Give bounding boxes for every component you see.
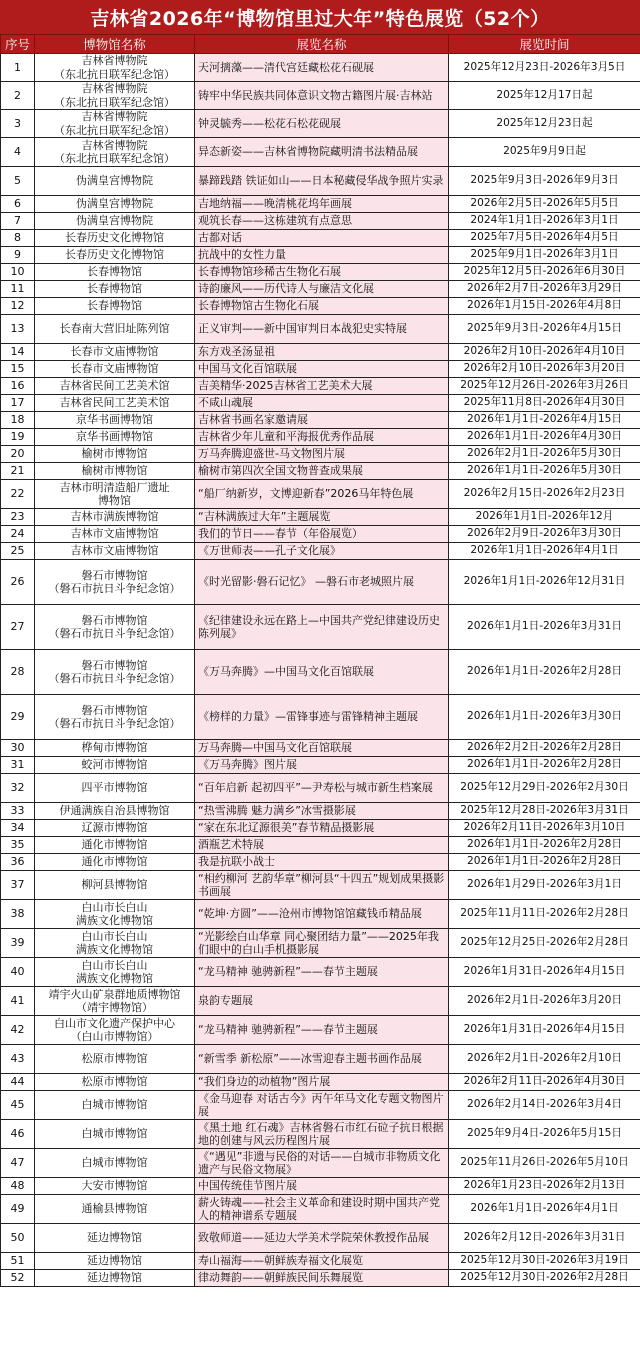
row-number: 49 (1, 1195, 35, 1224)
row-number: 45 (1, 1091, 35, 1120)
museum-name: 通化市博物馆 (35, 837, 195, 854)
museum-name: 吉林省博物院 （东北抗日联军纪念馆） (35, 138, 195, 167)
exhibit-name: 吉美精华·2025吉林省工艺美术大展 (195, 378, 449, 395)
table-row (1, 378, 640, 395)
exhibit-name: 东方戏圣汤显祖 (195, 344, 449, 361)
row-number: 36 (1, 854, 35, 871)
table-row (1, 1253, 640, 1270)
museum-name: 白城市博物馆 (35, 1120, 195, 1149)
table-row (1, 344, 640, 361)
table-row (1, 1270, 640, 1287)
header-time: 展览时间 (449, 35, 640, 54)
exhibit-time: 2025年11月8日-2026年4月30日 (449, 395, 640, 412)
row-number: 42 (1, 1016, 35, 1045)
museum-name: 吉林省民间工艺美术馆 (35, 378, 195, 395)
table-row (1, 900, 640, 929)
table-row (1, 213, 640, 230)
exhibit-time: 2026年1月1日-2026年2月28日 (449, 854, 640, 871)
exhibit-name: 《黑土地 红石魂》吉林省磐石市红石砬子抗日根据地的创建与风云历程图片展 (195, 1120, 449, 1149)
row-number: 25 (1, 543, 35, 560)
museum-name: 白山市长白山 满族文化博物馆 (35, 929, 195, 958)
row-number: 5 (1, 167, 35, 196)
exhibit-time: 2026年2月5日-2026年5月5日 (449, 196, 640, 213)
header-exhibit: 展览名称 (195, 35, 449, 54)
table-row (1, 1074, 640, 1091)
row-number: 34 (1, 820, 35, 837)
row-number: 43 (1, 1045, 35, 1074)
table-row (1, 1091, 640, 1120)
table-row (1, 543, 640, 560)
exhibit-name: 寿山福海——朝鲜族寿福文化展览 (195, 1253, 449, 1270)
museum-name: 磐石市博物馆 （磐石市抗日斗争纪念馆） (35, 695, 195, 740)
museum-name: 松原市博物馆 (35, 1045, 195, 1074)
exhibit-time: 2026年1月31日-2026年4月15日 (449, 958, 640, 987)
museum-name: 白山市长白山 满族文化博物馆 (35, 958, 195, 987)
row-number: 39 (1, 929, 35, 958)
exhibit-name: 抗战中的女性力量 (195, 247, 449, 264)
museum-name: 靖宇火山矿泉群地质博物馆 （靖宇博物馆） (35, 987, 195, 1016)
exhibit-name: 长春博物馆珍稀古生物化石展 (195, 264, 449, 281)
exhibit-time: 2025年12月5日-2026年6月30日 (449, 264, 640, 281)
row-number: 19 (1, 429, 35, 446)
row-number: 51 (1, 1253, 35, 1270)
exhibit-time: 2025年11月26日-2026年5月10日 (449, 1149, 640, 1178)
museum-name: 柳河县博物馆 (35, 871, 195, 900)
exhibit-name: 中国马文化百馆联展 (195, 361, 449, 378)
row-number: 26 (1, 560, 35, 605)
exhibit-name: 《榜样的力量》—雷锋事迹与雷锋精神主题展 (195, 695, 449, 740)
row-number: 20 (1, 446, 35, 463)
exhibit-time: 2026年2月14日-2026年3月4日 (449, 1091, 640, 1120)
table-row (1, 871, 640, 900)
exhibit-name: 吉林省少年儿童和平海报优秀作品展 (195, 429, 449, 446)
exhibit-name: 万马奔腾—中国马文化百馆联展 (195, 740, 449, 757)
row-number: 41 (1, 987, 35, 1016)
exhibit-name: “相约柳河 艺韵华章”柳河县“十四五”规划成果摄影书画展 (195, 871, 449, 900)
museum-name: 长春市文庙博物馆 (35, 344, 195, 361)
exhibit-time: 2025年9月3日-2026年9月3日 (449, 167, 640, 196)
exhibit-time: 2026年2月11日-2026年3月10日 (449, 820, 640, 837)
exhibit-time: 2025年12月23日-2026年3月5日 (449, 54, 640, 82)
row-number: 44 (1, 1074, 35, 1091)
header-museum: 博物馆名称 (35, 35, 195, 54)
museum-name: 京华书画博物馆 (35, 429, 195, 446)
row-number: 14 (1, 344, 35, 361)
exhibit-time: 2026年1月1日-2026年4月1日 (449, 1195, 640, 1224)
row-number: 33 (1, 803, 35, 820)
table-row (1, 298, 640, 315)
museum-name: 吉林省博物院 （东北抗日联军纪念馆） (35, 110, 195, 138)
table-header-row (1, 35, 640, 54)
table-row (1, 803, 640, 820)
exhibit-time: 2026年2月7日-2026年3月29日 (449, 281, 640, 298)
exhibit-time: 2025年12月28日-2026年3月31日 (449, 803, 640, 820)
exhibit-name: 诗韵廉风——历代诗人与廉洁文化展 (195, 281, 449, 298)
exhibit-name: 致敬师道——延边大学美术学院荣休教授作品展 (195, 1224, 449, 1253)
table-row (1, 281, 640, 298)
table-row (1, 740, 640, 757)
table-row (1, 82, 640, 110)
exhibit-time: 2026年2月2日-2026年2月28日 (449, 740, 640, 757)
row-number: 47 (1, 1149, 35, 1178)
exhibit-name: 异态新姿——吉林省博物院藏明清书法精品展 (195, 138, 449, 167)
table-row (1, 526, 640, 543)
table-row (1, 167, 640, 196)
exhibit-time: 2025年11月11日-2026年2月28日 (449, 900, 640, 929)
table-row (1, 1224, 640, 1253)
row-number: 28 (1, 650, 35, 695)
table-row (1, 1195, 640, 1224)
exhibit-name: “家在东北辽源很美”春节精品摄影展 (195, 820, 449, 837)
table-row (1, 247, 640, 264)
row-number: 6 (1, 196, 35, 213)
row-number: 38 (1, 900, 35, 929)
row-number: 10 (1, 264, 35, 281)
table-row (1, 509, 640, 526)
table-row (1, 315, 640, 344)
table-row (1, 757, 640, 774)
exhibit-time: 2026年1月1日-2026年4月15日 (449, 412, 640, 429)
museum-name: 白山市文化遗产保护中心 （白山市博物馆） (35, 1016, 195, 1045)
table-row (1, 929, 640, 958)
museum-name: 长春历史文化博物馆 (35, 230, 195, 247)
museum-name: 桦甸市博物馆 (35, 740, 195, 757)
museum-name: 伪满皇宫博物院 (35, 213, 195, 230)
exhibit-name: “吉林满族过大年”主题展览 (195, 509, 449, 526)
table-row (1, 463, 640, 480)
row-number: 1 (1, 54, 35, 82)
exhibit-name: 钟灵毓秀——松花石松花砚展 (195, 110, 449, 138)
exhibit-name: “光影绘白山华章 同心聚团结力量”——2025年我们眼中的白山手机摄影展 (195, 929, 449, 958)
exhibit-time: 2026年2月10日-2026年3月20日 (449, 361, 640, 378)
row-number: 29 (1, 695, 35, 740)
museum-name: 长春博物馆 (35, 298, 195, 315)
museum-name: 长春历史文化博物馆 (35, 247, 195, 264)
table-row (1, 138, 640, 167)
exhibit-name: 吉地纳福——晚清桃花坞年画展 (195, 196, 449, 213)
row-number: 40 (1, 958, 35, 987)
row-number: 12 (1, 298, 35, 315)
exhibit-name: 正义审判——新中国审判日本战犯史实特展 (195, 315, 449, 344)
museum-name: 大安市博物馆 (35, 1178, 195, 1195)
exhibit-name: 我们的节日——春节（年俗展览） (195, 526, 449, 543)
museum-name: 白城市博物馆 (35, 1091, 195, 1120)
exhibit-time: 2025年9月4日-2026年5月15日 (449, 1120, 640, 1149)
exhibit-name: 《时光留影·磐石记忆》 —磐石市老城照片展 (195, 560, 449, 605)
exhibit-time: 2026年1月1日-2026年4月1日 (449, 543, 640, 560)
museum-name: 吉林市明清造船厂遗址 博物馆 (35, 480, 195, 509)
exhibit-time: 2026年2月15日-2026年2月23日 (449, 480, 640, 509)
museum-name: 松原市博物馆 (35, 1074, 195, 1091)
exhibit-time: 2026年1月1日-2026年4月30日 (449, 429, 640, 446)
exhibit-name: 我是抗联小战士 (195, 854, 449, 871)
row-number: 2 (1, 82, 35, 110)
exhibit-time: 2025年12月30日-2026年3月19日 (449, 1253, 640, 1270)
exhibit-name: “龙马精神 驰骋新程”——春节主题展 (195, 1016, 449, 1045)
museum-name: 吉林省博物院 （东北抗日联军纪念馆） (35, 54, 195, 82)
exhibit-time: 2025年9月9日起 (449, 138, 640, 167)
exhibit-name: 酒瓶艺术特展 (195, 837, 449, 854)
row-number: 32 (1, 774, 35, 803)
museum-name: 辽源市博物馆 (35, 820, 195, 837)
header-no: 序号 (1, 35, 35, 54)
row-number: 31 (1, 757, 35, 774)
exhibit-name: 吉林省书画名家邀请展 (195, 412, 449, 429)
exhibit-time: 2025年7月5日-2026年4月5日 (449, 230, 640, 247)
museum-name: 长春博物馆 (35, 264, 195, 281)
row-number: 22 (1, 480, 35, 509)
table-row (1, 820, 640, 837)
table-row (1, 560, 640, 605)
exhibit-name: 中国传统佳节图片展 (195, 1178, 449, 1195)
exhibit-name: 《纪律建设永远在路上—中国共产党纪律建设历史陈列展》 (195, 605, 449, 650)
row-number: 50 (1, 1224, 35, 1253)
exhibit-name: “船厂纳新岁，文博迎新春”2026马年特色展 (195, 480, 449, 509)
museum-name: 伊通满族自治县博物馆 (35, 803, 195, 820)
exhibit-time: 2026年2月12日-2026年3月31日 (449, 1224, 640, 1253)
table-row (1, 837, 640, 854)
table-row (1, 774, 640, 803)
table-body (1, 54, 640, 1287)
museum-name: 延边博物馆 (35, 1270, 195, 1287)
exhibit-time: 2026年1月1日-2026年3月30日 (449, 695, 640, 740)
row-number: 11 (1, 281, 35, 298)
row-number: 52 (1, 1270, 35, 1287)
exhibit-time: 2025年12月17日起 (449, 82, 640, 110)
row-number: 27 (1, 605, 35, 650)
museum-name: 吉林省博物院 （东北抗日联军纪念馆） (35, 82, 195, 110)
row-number: 37 (1, 871, 35, 900)
museum-name: 京华书画博物馆 (35, 412, 195, 429)
exhibit-time: 2026年1月1日-2026年5月30日 (449, 463, 640, 480)
table-row (1, 446, 640, 463)
exhibit-name: “百年启新 起初四平”—尹寿松与城市新生档案展 (195, 774, 449, 803)
exhibit-name: 观筑长春——这栋建筑有点意思 (195, 213, 449, 230)
exhibit-name: 万马奔腾迎盛世-马文物图片展 (195, 446, 449, 463)
table-row (1, 1120, 640, 1149)
table-row (1, 1016, 640, 1045)
exhibit-time: 2025年12月30日-2026年2月28日 (449, 1270, 640, 1287)
row-number: 30 (1, 740, 35, 757)
exhibit-name: 《万世师表——孔子文化展》 (195, 543, 449, 560)
row-number: 35 (1, 837, 35, 854)
row-number: 7 (1, 213, 35, 230)
museum-name: 吉林省民间工艺美术馆 (35, 395, 195, 412)
row-number: 17 (1, 395, 35, 412)
museum-name: 吉林市文庙博物馆 (35, 526, 195, 543)
exhibit-name: 铸牢中华民族共同体意识文物古籍图片展·吉林站 (195, 82, 449, 110)
museum-name: 白城市博物馆 (35, 1149, 195, 1178)
exhibit-name: 榆树市第四次全国文物普查成果展 (195, 463, 449, 480)
table-row (1, 958, 640, 987)
exhibit-name: 泉韵专题展 (195, 987, 449, 1016)
exhibit-name: 暴蹄践踏 铁证如山——日本秘藏侵华战争照片实录 (195, 167, 449, 196)
exhibit-time: 2026年2月1日-2026年5月30日 (449, 446, 640, 463)
museum-name: 四平市博物馆 (35, 774, 195, 803)
exhibit-time: 2026年1月23日-2026年2月13日 (449, 1178, 640, 1195)
museum-name: 磐石市博物馆 （磐石市抗日斗争纪念馆） (35, 650, 195, 695)
row-number: 15 (1, 361, 35, 378)
exhibit-name: “新雪季 新松原”——冰雪迎春主题书画作品展 (195, 1045, 449, 1074)
exhibit-time: 2026年1月29日-2026年3月1日 (449, 871, 640, 900)
museum-name: 延边博物馆 (35, 1253, 195, 1270)
exhibit-name: 不咸山魂展 (195, 395, 449, 412)
museum-name: 长春市文庙博物馆 (35, 361, 195, 378)
exhibit-time: 2026年1月15日-2026年4月8日 (449, 298, 640, 315)
exhibit-name: 《金马迎春 对话古今》丙午年马文化专题文物图片展 (195, 1091, 449, 1120)
row-number: 23 (1, 509, 35, 526)
exhibit-time: 2025年12月25日-2026年2月28日 (449, 929, 640, 958)
exhibit-time: 2025年12月29日-2026年2月30日 (449, 774, 640, 803)
exhibit-time: 2026年1月1日-2026年2月28日 (449, 650, 640, 695)
exhibit-name: “我们身边的动植物”图片展 (195, 1074, 449, 1091)
museum-name: 伪满皇宫博物院 (35, 196, 195, 213)
exhibit-time: 2026年2月9日-2026年3月30日 (449, 526, 640, 543)
row-number: 24 (1, 526, 35, 543)
table-row (1, 1178, 640, 1195)
exhibit-time: 2026年1月1日-2026年12月31日 (449, 560, 640, 605)
table-row (1, 650, 640, 695)
exhibit-time: 2025年9月3日-2026年4月15日 (449, 315, 640, 344)
exhibit-name: 《万马奔腾》—中国马文化百馆联展 (195, 650, 449, 695)
museum-name: 伪满皇宫博物院 (35, 167, 195, 196)
museum-name: 长春博物馆 (35, 281, 195, 298)
row-number: 18 (1, 412, 35, 429)
museum-name: 榆树市博物馆 (35, 446, 195, 463)
table-row (1, 196, 640, 213)
table-row (1, 1149, 640, 1178)
museum-name: 磐石市博物馆 （磐石市抗日斗争纪念馆） (35, 605, 195, 650)
museum-name: 通榆县博物馆 (35, 1195, 195, 1224)
exhibit-time: 2025年9月1日-2026年3月1日 (449, 247, 640, 264)
page-title: 吉林省2026年“博物馆里过大年”特色展览（52个） (0, 0, 640, 34)
exhibit-time: 2026年2月10日-2026年4月10日 (449, 344, 640, 361)
exhibit-name: 薪火铸魂——社会主义革命和建设时期中国共产党人的精神谱系专题展 (195, 1195, 449, 1224)
museum-name: 榆树市博物馆 (35, 463, 195, 480)
table-row (1, 1045, 640, 1074)
row-number: 8 (1, 230, 35, 247)
exhibit-time: 2026年1月1日-2026年3月31日 (449, 605, 640, 650)
table-row (1, 605, 640, 650)
exhibit-time: 2024年1月1日-2026年3月1日 (449, 213, 640, 230)
exhibit-name: 天河摛藻——清代宫廷藏松花石砚展 (195, 54, 449, 82)
museum-name: 吉林市文庙博物馆 (35, 543, 195, 560)
table-row (1, 361, 640, 378)
exhibit-time: 2026年2月1日-2026年3月20日 (449, 987, 640, 1016)
row-number: 21 (1, 463, 35, 480)
exhibit-name: “乾坤·方圆”——沧州市博物馆馆藏钱币精品展 (195, 900, 449, 929)
exhibition-table (0, 34, 640, 1287)
exhibit-name: 长春博物馆古生物化石展 (195, 298, 449, 315)
exhibit-time: 2026年2月11日-2026年4月30日 (449, 1074, 640, 1091)
table-row (1, 230, 640, 247)
table-row (1, 412, 640, 429)
museum-name: 吉林市满族博物馆 (35, 509, 195, 526)
museum-name: 通化市博物馆 (35, 854, 195, 871)
exhibit-time: 2026年1月1日-2026年12月 (449, 509, 640, 526)
exhibit-time: 2026年1月1日-2026年2月28日 (449, 757, 640, 774)
row-number: 48 (1, 1178, 35, 1195)
exhibit-time: 2025年12月23日起 (449, 110, 640, 138)
row-number: 16 (1, 378, 35, 395)
table-row (1, 695, 640, 740)
exhibit-name: “热雪沸腾 魅力满乡”冰雪摄影展 (195, 803, 449, 820)
museum-name: 延边博物馆 (35, 1224, 195, 1253)
museum-name: 磐石市博物馆 （磐石市抗日斗争纪念馆） (35, 560, 195, 605)
row-number: 9 (1, 247, 35, 264)
table-row (1, 480, 640, 509)
exhibit-time: 2026年1月1日-2026年2月28日 (449, 837, 640, 854)
row-number: 4 (1, 138, 35, 167)
exhibit-name: 《“遇见”非遗与民俗的对话——白城市非物质文化遗产与民俗文物展》 (195, 1149, 449, 1178)
row-number: 3 (1, 110, 35, 138)
exhibit-name: 《万马奔腾》图片展 (195, 757, 449, 774)
table-row (1, 987, 640, 1016)
table-row (1, 264, 640, 281)
table-row (1, 429, 640, 446)
row-number: 46 (1, 1120, 35, 1149)
table-row (1, 110, 640, 138)
exhibit-time: 2026年2月1日-2026年2月10日 (449, 1045, 640, 1074)
exhibit-name: 古都对话 (195, 230, 449, 247)
museum-name: 白山市长白山 满族文化博物馆 (35, 900, 195, 929)
table-row (1, 395, 640, 412)
exhibit-name: 律动舞韵——朝鲜族民间乐舞展览 (195, 1270, 449, 1287)
exhibit-time: 2025年12月26日-2026年3月26日 (449, 378, 640, 395)
museum-name: 蛟河市博物馆 (35, 757, 195, 774)
table-row (1, 54, 640, 82)
exhibit-time: 2026年1月31日-2026年4月15日 (449, 1016, 640, 1045)
table-row (1, 854, 640, 871)
museum-name: 长春南大营旧址陈列馆 (35, 315, 195, 344)
exhibit-name: “龙马精神 驰骋新程”——春节主题展 (195, 958, 449, 987)
row-number: 13 (1, 315, 35, 344)
